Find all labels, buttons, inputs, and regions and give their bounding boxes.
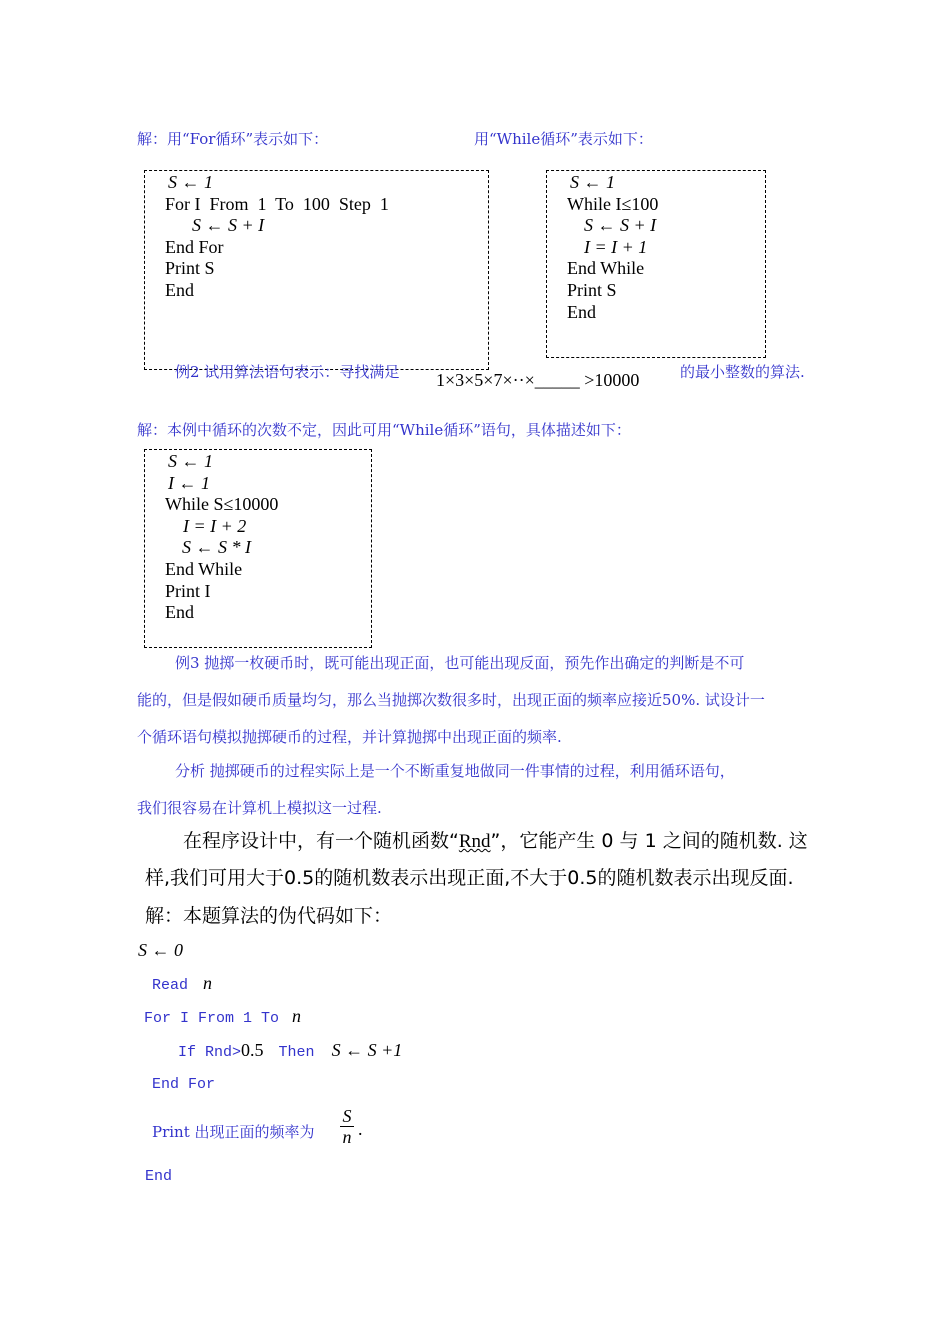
- for-intro: 解：用“For循环”表示如下：: [137, 130, 329, 148]
- example3-line1: 例3 抛掷一枚硬币时，既可能出现正面，也可能出现反面，预先作出确定的判断是不可: [175, 654, 745, 672]
- code-line: S ← 1: [168, 451, 213, 471]
- code-line: End For: [165, 236, 224, 257]
- code-line: End: [567, 301, 596, 322]
- threshold-value: 0.5: [241, 1040, 264, 1060]
- rnd-line1-b: ”，它能产生 0 与 1 之间的随机数. 这: [490, 830, 808, 852]
- pseudo-print: [152, 1121, 315, 1142]
- code-line: End: [165, 279, 194, 300]
- solution2-code: [165, 451, 278, 624]
- solution2-intro: 解：本例中循环的次数不定，因此可用“While循环”语句，具体描述如下：: [137, 421, 631, 439]
- code-line: S ← 1: [570, 172, 615, 192]
- code-line: I = I + 1: [584, 236, 648, 257]
- code-line: S ← 1: [168, 172, 213, 192]
- rnd-line2: 样,我们可用大于0.5的随机数表示出现正面,不大于0.5的随机数表示出现反面.: [145, 867, 794, 889]
- fraction-numerator: S: [342, 1106, 352, 1126]
- period: .: [358, 1119, 363, 1139]
- print-statement: Print 出现正面的频率为: [152, 1123, 315, 1141]
- code-line: Print S: [165, 258, 215, 279]
- code-line: End While: [567, 258, 645, 279]
- fraction: [338, 1106, 356, 1147]
- code-line: Print I: [165, 580, 211, 601]
- example2-formula: 1×3×5×7×··×_____ >10000: [436, 370, 640, 390]
- while-intro: 用“While循环”表示如下：: [474, 130, 653, 148]
- analysis-line2: 我们很容易在计算机上模拟这一过程.: [137, 799, 382, 817]
- code-line: End While: [165, 558, 243, 579]
- pseudo-read: [152, 973, 212, 994]
- code-line: S ← S + I: [584, 215, 657, 236]
- pseudo-for: [144, 1006, 301, 1027]
- rnd-line1-a: 在程序设计中，有一个随机函数“: [183, 830, 459, 852]
- code-line: S ← S + I: [192, 215, 265, 236]
- code-line: I ← 1: [168, 472, 210, 493]
- pseudo-if: [178, 1040, 402, 1061]
- pseudo-s0: S ← 0: [138, 940, 183, 960]
- code-line: Print S: [567, 279, 617, 300]
- example3-line3: 个循环语句模拟抛掷硬币的过程，并计算抛掷中出现正面的频率.: [137, 728, 562, 746]
- for-code: [165, 172, 389, 302]
- analysis-line1: 分析 抛掷硬币的过程实际上是一个不断重复地做同一件事情的过程，利用循环语句，: [175, 762, 735, 780]
- rnd-function-name: Rnd: [458, 831, 491, 852]
- assign-expr: S ← S +1: [331, 1040, 403, 1060]
- for-keyword: For I From 1 To: [144, 1010, 280, 1027]
- rnd-line1: [183, 826, 808, 853]
- example2-tail: 的最小整数的算法.: [680, 363, 805, 381]
- while-code: [567, 172, 658, 323]
- code-line: While I≤100: [567, 193, 659, 214]
- example2-label: 例2 试用算法语句表示：寻找满足: [175, 363, 400, 381]
- example3-line2: 能的，但是假如硬币质量均匀，那么当抛掷次数很多时，出现正面的频率应接近50%. 试设计一: [137, 691, 765, 709]
- var-n: n: [292, 1006, 302, 1026]
- then-keyword: Then: [278, 1044, 315, 1061]
- fraction-denominator: n: [342, 1127, 352, 1147]
- read-keyword: Read: [152, 977, 189, 994]
- code-line: End: [165, 602, 194, 623]
- if-keyword: If Rnd>: [178, 1044, 242, 1061]
- var-n: n: [203, 973, 213, 993]
- pseudo-endfor: End For: [152, 1076, 216, 1093]
- rnd-line3: 解：本题算法的伪代码如下：: [145, 905, 393, 927]
- pseudo-end: End: [145, 1168, 173, 1185]
- code-line: While S≤10000: [165, 494, 279, 515]
- code-line: S ← S * I: [182, 537, 251, 558]
- code-line: For I From 1 To 100 Step 1: [165, 193, 389, 214]
- code-line: I = I + 2: [183, 515, 247, 536]
